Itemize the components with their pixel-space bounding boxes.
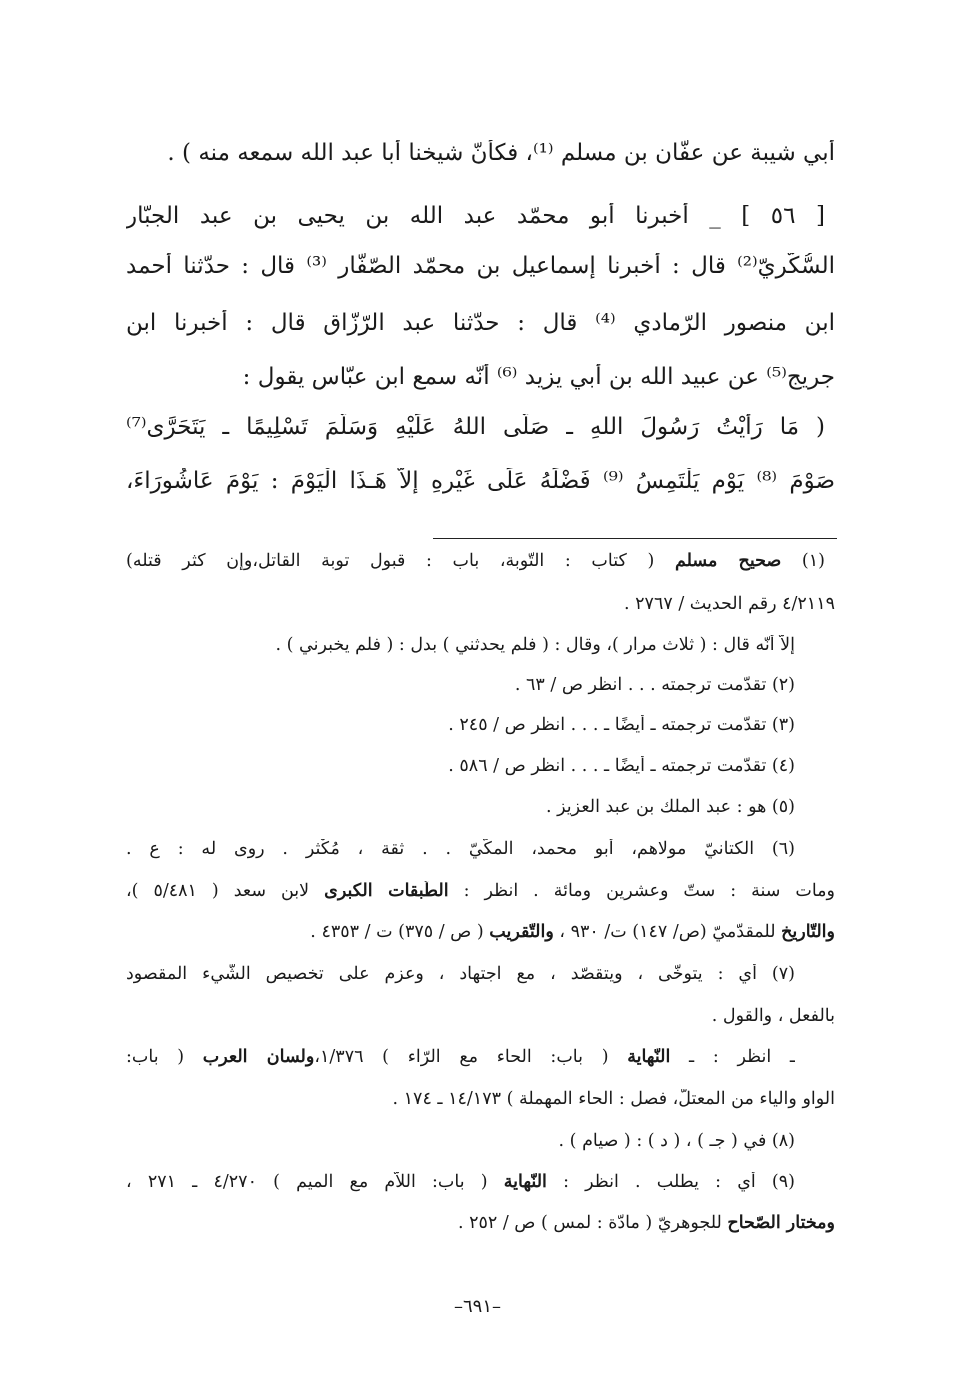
main-text-line-4: ابن منصور الرّمادي ⁽⁴⁾ قال : حدّثنا عبد الرّزّاق قال : أخبرنا ابن: [126, 310, 835, 336]
main-text-line-5: جريج⁽⁵⁾ عن عبيد الله بن أبي يزيد ⁽⁶⁾ أنّه سمع ابن عبّاس يقول :: [242, 364, 835, 390]
source-title: النّهاية: [503, 1172, 547, 1192]
footnote-9-line-1: (٩) أي : يطلب . انظر : النّهاية ( باب: اللاّم مع الميم ) ٤/٢٧٠ ـ ٢٧١ ،: [126, 1172, 795, 1192]
footnote-7-line-1: (٧) أي : يتوخّى ، ويتقصّد ، مع اجتهاد ، وعزم على تخصيص الشّيء المقصود: [126, 964, 795, 984]
source-title: والتّقريب: [489, 922, 554, 942]
footnote-1-line-2: ٤/٢١١٩ رقم الحديث / ٢٧٦٧ .: [624, 594, 835, 614]
footnote-7-line-3: ـ انظر : ـ النّهاية ( باب: الحاء مع الرّاء ) ١/٣٧٦،ولسان العرب ( باب:: [126, 1047, 795, 1067]
source-title: ولسان العرب: [202, 1047, 315, 1067]
footnote-9-line-2: ومختار الصّحاح للجوهريّ ( مادّة : لمس ) ص / ٢٥٢ .: [457, 1213, 835, 1233]
footnote-6-line-3: والتّاريخ للمقدّميّ (ص/ ١٤٧) ت/ ٩٣٠ ، والتّقريب ( ص / ٣٧٥) ت / ٤٣٥٣ .: [310, 922, 835, 942]
source-title: والتّاريخ: [781, 922, 835, 942]
footnote-1-line-3: إلاّ أنّه قال : ( ثلاث مرار )، وقال : ( فلم يحدثني ) بدل : ( فلم يخبرني ) .: [275, 635, 795, 655]
footnote-5: (٥) هو : عبد الملك بن عبد العزيز .: [546, 797, 795, 817]
footnote-4: (٤) تقدّمت ترجمته ـ أيضًا ـ . . . انظر ص / ٥٨٦ .: [448, 756, 795, 776]
source-title: النّهاية: [627, 1047, 671, 1067]
main-text-line-2: [ ٥٦ ] _ أخبرنا أبو محمّد عبد الله بن يحيى بن عبد الجبّار: [126, 203, 825, 229]
hadith-text-line-1: ( مَا رَأَيْتُ رَسُولَ اللهِ ـ صَلَّى اللهُ عَلَيْهِ وَسَلَّمَ تَسْلِيمًا ـ يَتَحَرَّى⁽⁷⁾: [126, 414, 825, 440]
source-title: ومختار الصّحاح: [727, 1213, 835, 1233]
footnote-6-line-2: ومات سنة : ستّ وعشرين ومائة . انظر : الطّبقات الكبرى لابن سعد ( ٥/٤٨١ )،: [126, 881, 835, 901]
footnote-1-line-1: (١) صحيح مسلم ( كتاب : التّوبة، باب : قبول توبة القاتل،وإن كثر قتله): [126, 551, 825, 571]
footnote-7-line-4: الواو والياء من المعتلّ، فصل : الحاء المهملة ) ١٤/١٧٣ ـ ١٧٤ .: [392, 1089, 835, 1109]
footnote-separator: [433, 538, 837, 539]
source-title: صحيح مسلم: [674, 551, 782, 571]
footnote-3: (٣) تقدّمت ترجمته ـ أيضًا ـ . . . انظر ص / ٢٤٥ .: [448, 715, 795, 735]
footnote-2: (٢) تقدّمت ترجمته . . . انظر ص / ٦٣ .: [514, 675, 795, 695]
footnote-7-line-2: بالفعل ، والقول .: [711, 1006, 835, 1026]
footnote-6-line-1: (٦) الكتانيّ مولاهم، أبو محمد، المكّيّ . . ثقة ، مُكْثر . روى له : ع .: [126, 839, 795, 859]
hadith-text-line-2: صَوْمَ ⁽⁸⁾ يَوْمٍ يَلْتَمِسُ ⁽⁹⁾ فَضْلَهُ عَلَى غَيْرِهِ إلاّ هَـذَا الْيَوْمَ : يَوْمَ عَاشُورَاءَ،: [126, 468, 835, 494]
main-text-line-3: السُّكَّريّ⁽²⁾ قال : أخبرنا إسماعيل بن محمّد الصّفّار ⁽³⁾ قال : حدّثنا أحمد: [126, 253, 835, 279]
page-number: –٦٩١–: [453, 1296, 501, 1317]
source-title: الطّبقات الكبرى: [324, 881, 449, 901]
footnote-8: (٨) في ( جـ ) ، ( د ) : ( صيام ) .: [558, 1131, 795, 1151]
main-text-line-1: أَبي شيبة عن عفّان بن مسلم ⁽¹⁾، فكأنّ شيخنا أبا عبد الله سمعه منه ) .: [167, 140, 835, 166]
